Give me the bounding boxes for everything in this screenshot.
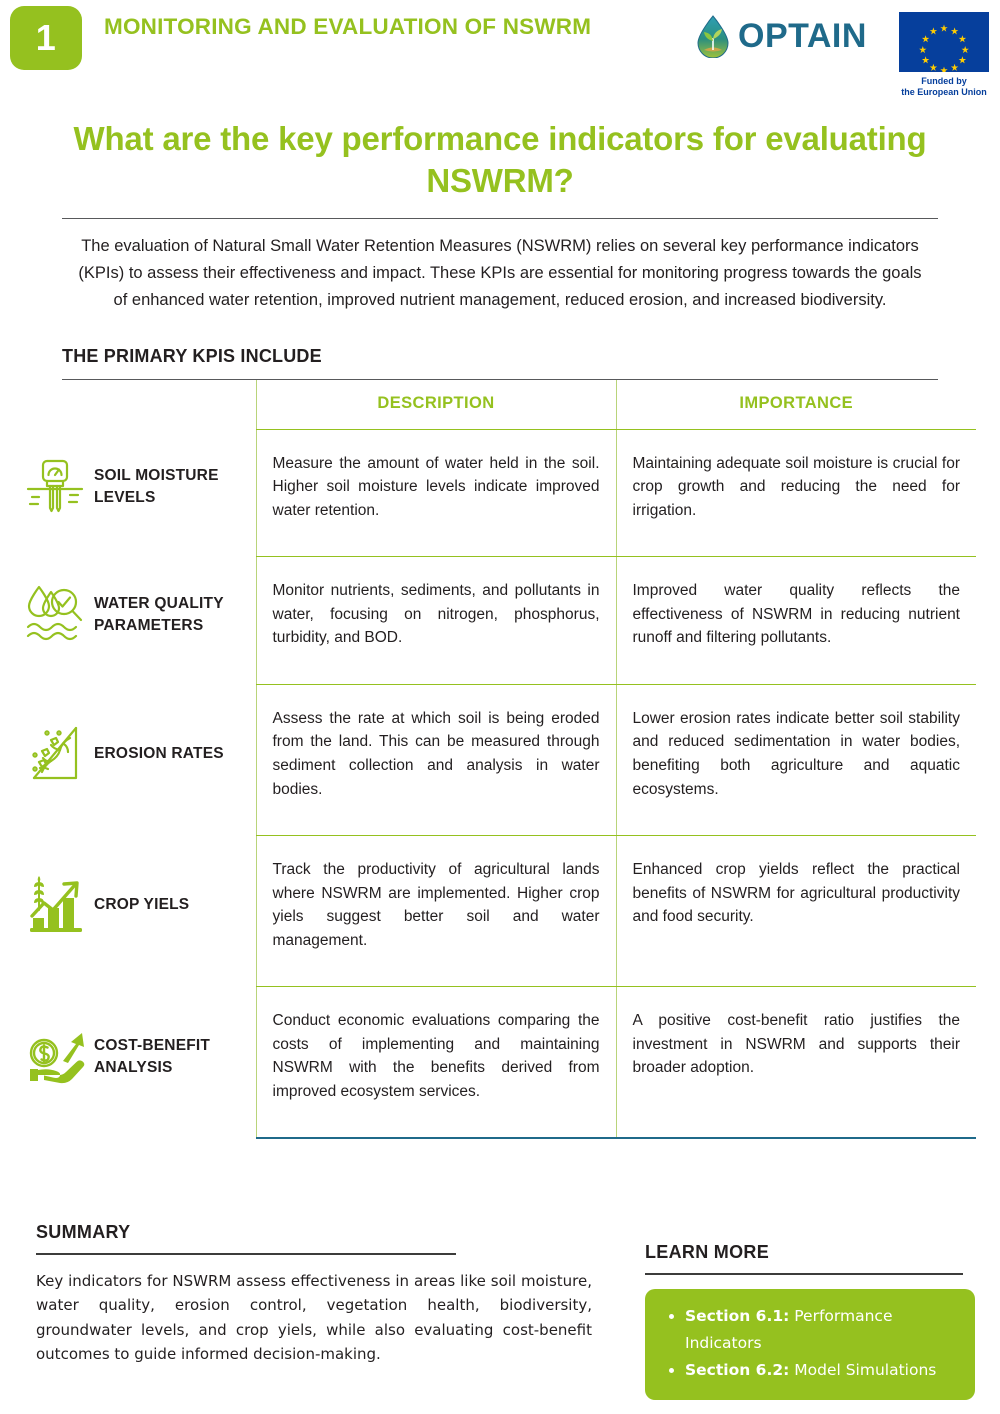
kpi-importance: Improved water quality reflects the effectiveness of NSWRM in reducing nutrient runoff and filtering pollutants.	[616, 557, 976, 685]
learn-more-block	[645, 1242, 975, 1400]
list-item[interactable]	[685, 1303, 957, 1357]
eroding-slope-icon	[24, 684, 86, 835]
table-row	[24, 987, 976, 1139]
cost-benefit-hand-coin-icon	[24, 987, 86, 1139]
page-title: What are the key performance indicators for evaluating NSWRM?	[73, 120, 927, 200]
section-number-badge: 1	[10, 6, 82, 70]
column-header-description: DESCRIPTION	[256, 380, 616, 430]
optain-wordmark: OPTAIN	[738, 17, 867, 55]
learn-item-label: Section 6.1:	[685, 1307, 790, 1325]
section-heading: THE PRIMARY KPIS INCLUDE	[62, 345, 322, 366]
table-row	[24, 836, 976, 987]
kpi-name: CROP YIELS	[94, 896, 190, 914]
column-header-importance: IMPORTANCE	[616, 380, 976, 430]
summary-block	[36, 1222, 592, 1366]
optain-logo	[694, 14, 867, 58]
water-quality-magnifier-icon	[24, 557, 86, 685]
learn-item-label: Section 6.2:	[685, 1361, 790, 1380]
kpi-description: Measure the amount of water held in the soil. Higher soil moisture levels indicate improved water retention.	[256, 429, 616, 557]
title-divider	[62, 218, 938, 219]
header-icon-blank	[24, 380, 86, 430]
eu-funding-caption	[896, 76, 992, 99]
kpi-importance: Enhanced crop yields reflect the practical benefits of NSWRM for agricultural productivity and food security.	[616, 836, 976, 987]
eu-caption-line-1: Funded by	[921, 76, 967, 86]
eu-caption-line-2: the European Union	[901, 87, 987, 98]
intro-paragraph: The evaluation of Natural Small Water Retention Measures (NSWRM) relies on several key performance indicators (KPIs) to assess their effectiveness and impact. These KPIs are essential for monitoring progress towards the goals of enhanced water retention, improved nutrient management, reduced erosion, and increased biodiversity.	[78, 237, 922, 309]
header-name-blank	[86, 380, 256, 430]
table-row	[24, 557, 976, 685]
learn-more-divider	[645, 1273, 963, 1275]
kpi-importance: A positive cost-benefit ratio justifies the investment in NSWRM and supports their broader adoption.	[616, 987, 976, 1139]
kpi-name: WATER QUALITY PARAMETERS	[94, 594, 224, 634]
kpi-description: Assess the rate at which soil is being eroded from the land. This can be measured through sediment collection and analysis in water bodies.	[256, 684, 616, 835]
kpi-name: EROSION RATES	[94, 745, 224, 763]
crop-yield-growth-chart-icon	[24, 836, 86, 987]
eu-flag-icon	[899, 12, 989, 72]
table-header-row	[24, 380, 976, 430]
learn-more-box	[645, 1289, 975, 1400]
table-row	[24, 684, 976, 835]
page-footer	[0, 1222, 1000, 1414]
eu-funding-logo	[896, 12, 992, 99]
water-drop-plant-icon	[694, 14, 732, 58]
kpi-name: SOIL MOISTURE LEVELS	[94, 467, 219, 506]
summary-title: SUMMARY	[36, 1222, 131, 1242]
header-eyebrow-text: MONITORING AND EVALUATION OF NSWRM	[104, 14, 592, 39]
learn-more-title: LEARN MORE	[645, 1242, 769, 1262]
summary-body: Key indicators for NSWRM assess effectiveness in areas like soil moisture, water quality, erosion control, vegetation health, biodiversity, groundwater levels, and crop yiels, while also evaluating cost-benefit outcomes to guide informed decision-making.	[36, 1272, 592, 1363]
kpi-description: Conduct economic evaluations comparing the costs of implementing and maintaining NSWRM with the benefits derived from improved ecosystem services.	[256, 987, 616, 1139]
list-item[interactable]	[685, 1357, 957, 1384]
learn-item-text: Model Simulations	[789, 1361, 937, 1380]
kpi-importance: Maintaining adequate soil moisture is crucial for crop growth and reducing the need for irrigation.	[616, 429, 976, 557]
page-header	[0, 0, 1000, 110]
kpi-description: Monitor nutrients, sediments, and pollutants in water, focusing on nitrogen, phosphorus, turbidity, and BOD.	[256, 557, 616, 685]
table-row	[24, 429, 976, 557]
learn-item-text: Performance Indicators	[685, 1307, 893, 1353]
learn-more-list	[663, 1303, 957, 1384]
summary-divider	[36, 1253, 456, 1255]
soil-moisture-probe-icon	[24, 429, 86, 557]
kpi-table	[24, 380, 976, 1140]
kpi-description: Track the productivity of agricultural lands where NSWRM are implemented. Higher crop yiels suggest better soil and water management.	[256, 836, 616, 987]
kpi-importance: Lower erosion rates indicate better soil stability and reduced sedimentation in water bodies, benefiting both agriculture and aquatic ecosystems.	[616, 684, 976, 835]
kpi-name: COST-BENEFIT ANALYSIS	[94, 1036, 211, 1076]
